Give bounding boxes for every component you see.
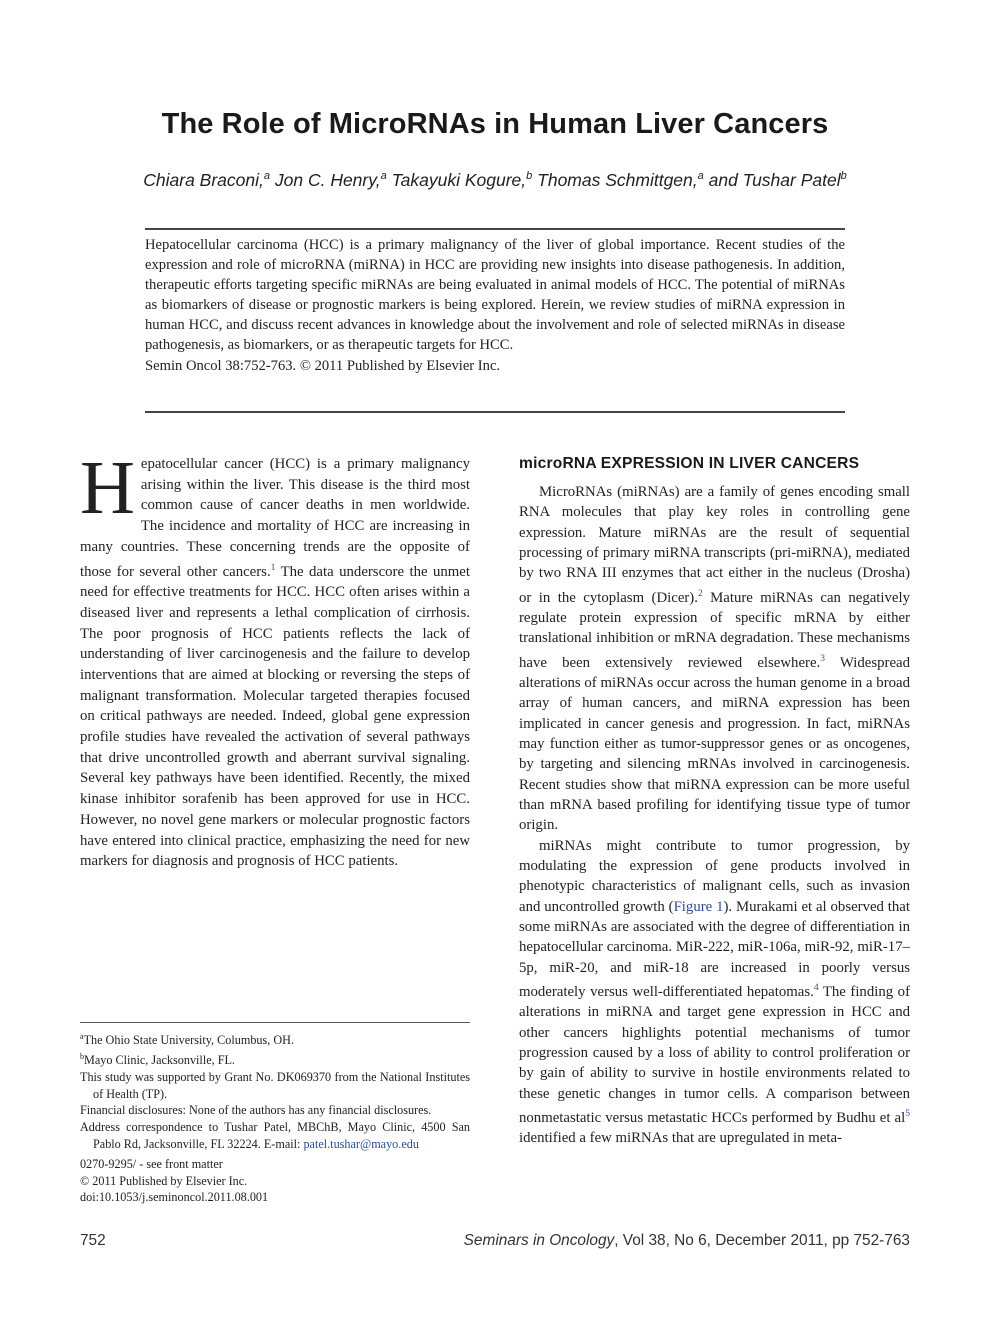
- drop-cap: H: [80, 446, 135, 530]
- figure-link[interactable]: Figure 1: [673, 898, 724, 915]
- reference-link[interactable]: 3: [820, 653, 825, 664]
- journal-name: Seminars in Oncology: [463, 1232, 615, 1249]
- affiliation-footnote: [80, 1029, 470, 1049]
- journal-citation: [464, 1232, 910, 1250]
- footnotes: [80, 1029, 470, 1206]
- doi-line: doi:10.1053/j.seminoncol.2011.08.001: [80, 1190, 269, 1205]
- body-paragraph: [519, 836, 910, 1149]
- author-name: Jon C. Henry,: [274, 170, 381, 190]
- author-name: Thomas Schmittgen,: [537, 170, 698, 190]
- abstract-text: Hepatocellular carcinoma (HCC) is a primary malignancy of the liver of global importance. Recent studies of the expression and role of microRNA (miRNA) in HCC are providing new insights into disease pathogenesis. In addition, therapeutic efforts targeting specific miRNAs are being evaluated in animal models of HCC. The potential of miRNAs as biomarkers of disease or prognostic markers is being explored. Herein, we review studies of miRNA expression in human HCC, and discuss recent advances in knowledge about the involvement and role of selected miRNAs in disease pathogenesis, as biomarkers, or as therapeutic targets for HCC.: [145, 237, 845, 354]
- reference-link[interactable]: 5: [905, 1109, 910, 1120]
- correspondence-footnote: [80, 1119, 470, 1153]
- paragraph-text: Mature miRNAs can negatively regulate protein expression of specific mRNA by either translational inhibition or mRNA degradation. These mechanisms have been extensively reviewed elsewhere.: [519, 589, 910, 671]
- affiliation-footnote: [80, 1049, 470, 1069]
- reference-link[interactable]: 2: [697, 588, 703, 599]
- intro-text: The data underscore the unmet need for effective treatments for HCC. HCC often arises within a diseased liver and represents a lethal complication of cirrhosis. The poor prognosis of HCC patients reflects the lack of understanding of liver carcinogenesis and the failure to develop interventions that are aimed at blocking or reversing the steps of malignant transformation. Molecular targeted therapies focused on critical pathways are needed. Indeed, global gene expression profile studies have revealed the activation of several pathways that drive uncontrolled growth and aberrant survival signaling. Several key pathways have been identified. Recently, the mixed kinase inhibitor sorafenib has been approved for use in HCC. However, no novel gene markers or molecular prognostic factors have entered into clinical practice, emphasizing the need for new markers for diagnosis and prognosis of HCC patients.: [80, 563, 470, 870]
- abstract-box: [145, 228, 845, 413]
- author-affiliation-mark: a: [263, 170, 270, 183]
- reference-link[interactable]: 1: [270, 562, 276, 573]
- author-affiliation-mark: a: [380, 170, 387, 183]
- page-number: 752: [80, 1232, 106, 1249]
- author-name: and Tushar Patel: [708, 170, 841, 190]
- paragraph-text: Widespread alterations of miRNAs occur across the human genome in a broad array of human cancers, and miRNA expression has been implicated in cancer genesis and progression. In fact, miRNAs may function either as tumor-suppressor genes or as oncogenes, by targeting and silencing mRNAs involved in carcinogenesis. Recent studies show that miRNA expression can be more useful than mRNA based profiling for identifying tissue type of tumor origin.: [519, 654, 910, 834]
- reference-link[interactable]: 4: [813, 983, 819, 994]
- page-footer: [80, 1232, 910, 1254]
- email-link[interactable]: patel.tushar@mayo.edu: [303, 1136, 419, 1151]
- paragraph-text: The finding of alterations in miRNA and target gene expression in HCC and other cancers highlights potential mechanisms of tumor progression caused by a loss of ability to control proliferation or by gain of ability to survive in hostile environments related to these genetic changes in tumor cells. A comparison between nonmetastatic versus metastatic HCCs performed by Budhu et al: [519, 984, 910, 1126]
- issn-line: 0270-9295/ - see front matter: [80, 1156, 223, 1171]
- article-title: The Role of MicroRNAs in Human Liver Cancers: [161, 108, 829, 140]
- intro-column: [80, 446, 470, 872]
- section-heading: microRNA EXPRESSION IN LIVER CANCERS: [519, 455, 860, 472]
- body-paragraph: [519, 482, 910, 836]
- author-affiliation-mark: b: [526, 170, 533, 183]
- author-affiliation-mark: b: [840, 170, 847, 183]
- author-name: Chiara Braconi,: [143, 170, 264, 190]
- footnote-divider: [80, 1022, 470, 1023]
- paragraph-text: ). Murakami et al observed that some miRNAs are associated with the degree of differentiation in hepatocellular carcinoma. MiR-222, miR-106a, miR-92, miR-17–5p, miR-20, and miR-18 are increased in poorly versus moderately versus well-differentiated hepatomas.: [519, 898, 910, 1001]
- paragraph-text: identified a few miRNAs that are upregulated in meta-: [519, 1130, 842, 1147]
- author-list: [0, 170, 990, 191]
- paragraph-text: MicroRNAs (miRNAs) are a family of genes encoding small RNA molecules that play key roles in controlling gene expression. Mature miRNAs are the result of sequential processing of primary miRNA transcripts (pri-miRNA), mediated by two RNA III enzymes that act either in the nucleus (Drosha) or in the cytoplasm (Dicer).: [519, 484, 910, 606]
- paragraph-text: miRNAs might contribute to tumor progression, by modulating the expression of gene products involved in phenotypic characteristics of malignant cells, such as invasion and uncontrolled growth (: [519, 837, 910, 915]
- support-footnote: This study was supported by Grant No. DK069370 from the National Institutes of Health (TP).: [80, 1069, 470, 1101]
- footnote-text: The Ohio State University, Columbus, OH.: [83, 1033, 295, 1048]
- intro-text: epatocellular cancer (HCC) is a primary malignancy arising within the liver. This disease is the third most common cause of cancer deaths in men worldwide. The incidence and mortality of HCC are increasing in many countries. These concerning trends are the opposite of those for several other cancers.: [80, 456, 470, 580]
- journal-details: , Vol 38, No 6, December 2011, pp 752-763: [614, 1232, 910, 1249]
- copyright-line: © 2011 Published by Elsevier Inc.: [80, 1173, 248, 1188]
- footnote-mark: a: [80, 1032, 84, 1041]
- footnote-text: Address correspondence to Tushar Patel, MBChB, Mayo Clinic, 4500 San Pablo Rd, Jacksonville, FL 32224. E-mail:: [80, 1120, 470, 1151]
- author-affiliation-mark: a: [697, 170, 704, 183]
- abstract-citation: Semin Oncol 38:752-763. © 2011 Published by Elsevier Inc.: [145, 357, 501, 374]
- author-name: Takayuki Kogure,: [391, 170, 527, 190]
- footnote-text: Mayo Clinic, Jacksonville, FL.: [84, 1052, 235, 1067]
- section-column: [519, 452, 910, 1149]
- disclosure-footnote: Financial disclosures: None of the authors has any financial disclosures.: [80, 1103, 432, 1118]
- footnote-mark: b: [80, 1051, 84, 1061]
- abstract: [145, 235, 845, 376]
